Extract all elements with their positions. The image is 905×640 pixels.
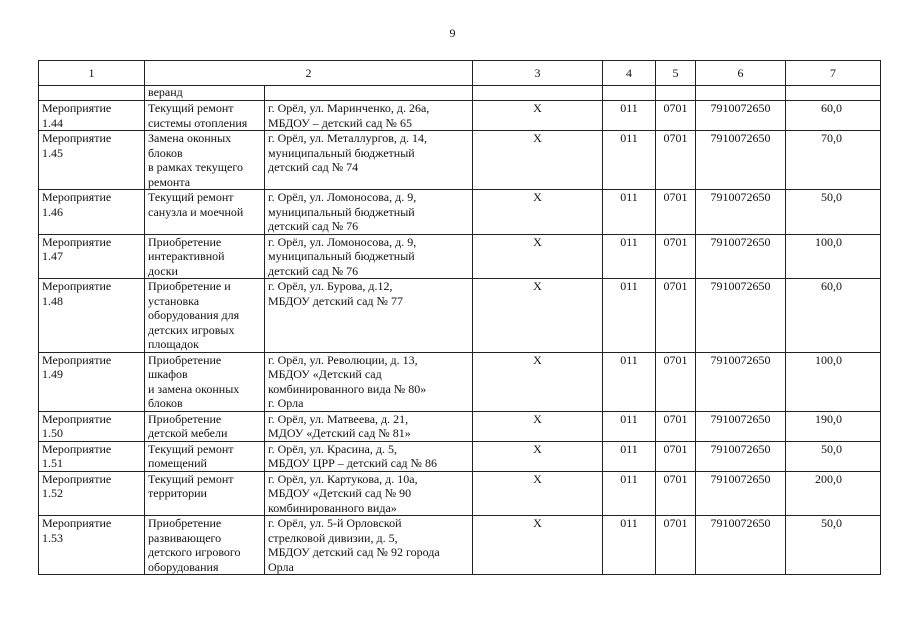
- measure-col3: X: [473, 441, 603, 471]
- measure-address: г. Орёл, ул. Революции, д. 13, МБДОУ «Детский сад комбинированного вида № 80» г. Орла: [265, 352, 473, 411]
- measure-col3: X: [473, 279, 603, 353]
- measure-col5: 0701: [656, 441, 696, 471]
- measure-action: Текущий ремонт системы отопления: [145, 101, 265, 131]
- measure-action: Приобретение и установка оборудования для детских игровых площадок: [145, 279, 265, 353]
- measure-address: г. Орёл, ул. Картукова, д. 10а, МБДОУ «Детский сад № 90 комбинированного вида»: [265, 471, 473, 516]
- measure-col5: 0701: [656, 411, 696, 441]
- measure-col3: X: [473, 101, 603, 131]
- measure-col6: 7910072650: [696, 411, 786, 441]
- measure-name: Мероприятие 1.49: [39, 352, 145, 411]
- header-col-1: 1: [39, 61, 145, 86]
- page-number: 9: [449, 26, 456, 40]
- measure-action: Приобретение шкафов и замена оконных блоков: [145, 352, 265, 411]
- header-col-5: 5: [656, 61, 696, 86]
- measure-address: г. Орёл, ул. 5-й Орловской стрелковой дивизии, д. 5, МБДОУ детский сад № 92 города Орла: [265, 516, 473, 575]
- measure-col3: X: [473, 471, 603, 516]
- measure-col5: 0701: [656, 131, 696, 190]
- measure-address: г. Орёл, ул. Красина, д. 5, МБДОУ ЦРР – детский сад № 86: [265, 441, 473, 471]
- measure-col6: 7910072650: [696, 234, 786, 279]
- measure-col3: X: [473, 516, 603, 575]
- table-row: [39, 471, 881, 516]
- measure-amount: 100,0: [786, 352, 881, 411]
- measure-action: Приобретение развивающего детского игрового оборудования: [145, 516, 265, 575]
- measure-amount: 50,0: [786, 516, 881, 575]
- measure-col4: 011: [603, 352, 656, 411]
- measure-col5: 0701: [656, 471, 696, 516]
- measure-col6: 7910072650: [696, 101, 786, 131]
- measure-name: Мероприятие 1.53: [39, 516, 145, 575]
- measure-amount: 60,0: [786, 279, 881, 353]
- measure-col3: X: [473, 411, 603, 441]
- measure-col4: 011: [603, 234, 656, 279]
- cell: [265, 86, 473, 101]
- measure-col4: 011: [603, 190, 656, 235]
- cell: [656, 86, 696, 101]
- measure-col5: 0701: [656, 101, 696, 131]
- table-body: [39, 86, 881, 575]
- table-row: [39, 190, 881, 235]
- measure-name: Мероприятие 1.44: [39, 101, 145, 131]
- measure-amount: 100,0: [786, 234, 881, 279]
- measure-col4: 011: [603, 516, 656, 575]
- measure-name: Мероприятие 1.46: [39, 190, 145, 235]
- measure-col6: 7910072650: [696, 471, 786, 516]
- measure-col4: 011: [603, 101, 656, 131]
- measure-col6: 7910072650: [696, 131, 786, 190]
- measure-address: г. Орёл, ул. Матвеева, д. 21, МДОУ «Детский сад № 81»: [265, 411, 473, 441]
- measure-address: г. Орёл, ул. Ломоносова, д. 9, муниципальный бюджетный детский сад № 76: [265, 190, 473, 235]
- measure-col5: 0701: [656, 234, 696, 279]
- measure-amount: 200,0: [786, 471, 881, 516]
- table-row: [39, 352, 881, 411]
- measure-col4: 011: [603, 131, 656, 190]
- measure-col4: 011: [603, 471, 656, 516]
- measure-action: Текущий ремонт помещений: [145, 441, 265, 471]
- measure-address: г. Орёл, ул. Ломоносова, д. 9, муниципальный бюджетный детский сад № 76: [265, 234, 473, 279]
- table-row: [39, 131, 881, 190]
- measure-col4: 011: [603, 279, 656, 353]
- measure-col3: X: [473, 352, 603, 411]
- measure-action: Текущий ремонт территории: [145, 471, 265, 516]
- measure-action: Замена оконных блоков в рамках текущего ремонта: [145, 131, 265, 190]
- cell: [696, 86, 786, 101]
- measure-name: Мероприятие 1.48: [39, 279, 145, 353]
- header-col-7: 7: [786, 61, 881, 86]
- measure-col3: X: [473, 190, 603, 235]
- measure-amount: 190,0: [786, 411, 881, 441]
- table-row: [39, 516, 881, 575]
- measure-amount: 60,0: [786, 101, 881, 131]
- measure-amount: 50,0: [786, 441, 881, 471]
- measure-amount: 70,0: [786, 131, 881, 190]
- table-row: [39, 101, 881, 131]
- table-row: [39, 411, 881, 441]
- measures-table: [38, 60, 881, 575]
- measure-action: Приобретение интерактивной доски: [145, 234, 265, 279]
- header-row: [39, 61, 881, 86]
- measure-col4: 011: [603, 411, 656, 441]
- measure-name: Мероприятие 1.45: [39, 131, 145, 190]
- cell: [39, 86, 145, 101]
- measure-name: Мероприятие 1.52: [39, 471, 145, 516]
- continuation-text: веранд: [145, 86, 265, 101]
- measure-col6: 7910072650: [696, 190, 786, 235]
- measure-name: Мероприятие 1.51: [39, 441, 145, 471]
- cell: [473, 86, 603, 101]
- measure-amount: 50,0: [786, 190, 881, 235]
- measure-name: Мероприятие 1.47: [39, 234, 145, 279]
- table-row: [39, 279, 881, 353]
- measure-col6: 7910072650: [696, 279, 786, 353]
- table-row: [39, 441, 881, 471]
- measure-name: Мероприятие 1.50: [39, 411, 145, 441]
- header-col-4: 4: [603, 61, 656, 86]
- cell: [603, 86, 656, 101]
- measure-action: Текущий ремонт санузла и моечной: [145, 190, 265, 235]
- header-col-2: 2: [145, 61, 473, 86]
- measure-col5: 0701: [656, 190, 696, 235]
- header-col-6: 6: [696, 61, 786, 86]
- measure-col6: 7910072650: [696, 516, 786, 575]
- header-col-3: 3: [473, 61, 603, 86]
- measure-col5: 0701: [656, 516, 696, 575]
- measure-col4: 011: [603, 441, 656, 471]
- measure-address: г. Орёл, ул. Бурова, д.12, МБДОУ детский сад № 77: [265, 279, 473, 353]
- measure-col5: 0701: [656, 279, 696, 353]
- continuation-row: [39, 86, 881, 101]
- measure-address: г. Орёл, ул. Металлургов, д. 14, муниципальный бюджетный детский сад № 74: [265, 131, 473, 190]
- measure-col6: 7910072650: [696, 441, 786, 471]
- measure-action: Приобретение детской мебели: [145, 411, 265, 441]
- measure-address: г. Орёл, ул. Маринченко, д. 26а, МБДОУ – детский сад № 65: [265, 101, 473, 131]
- measure-col5: 0701: [656, 352, 696, 411]
- measure-col3: X: [473, 131, 603, 190]
- measure-col3: X: [473, 234, 603, 279]
- measure-col6: 7910072650: [696, 352, 786, 411]
- table-row: [39, 234, 881, 279]
- cell: [786, 86, 881, 101]
